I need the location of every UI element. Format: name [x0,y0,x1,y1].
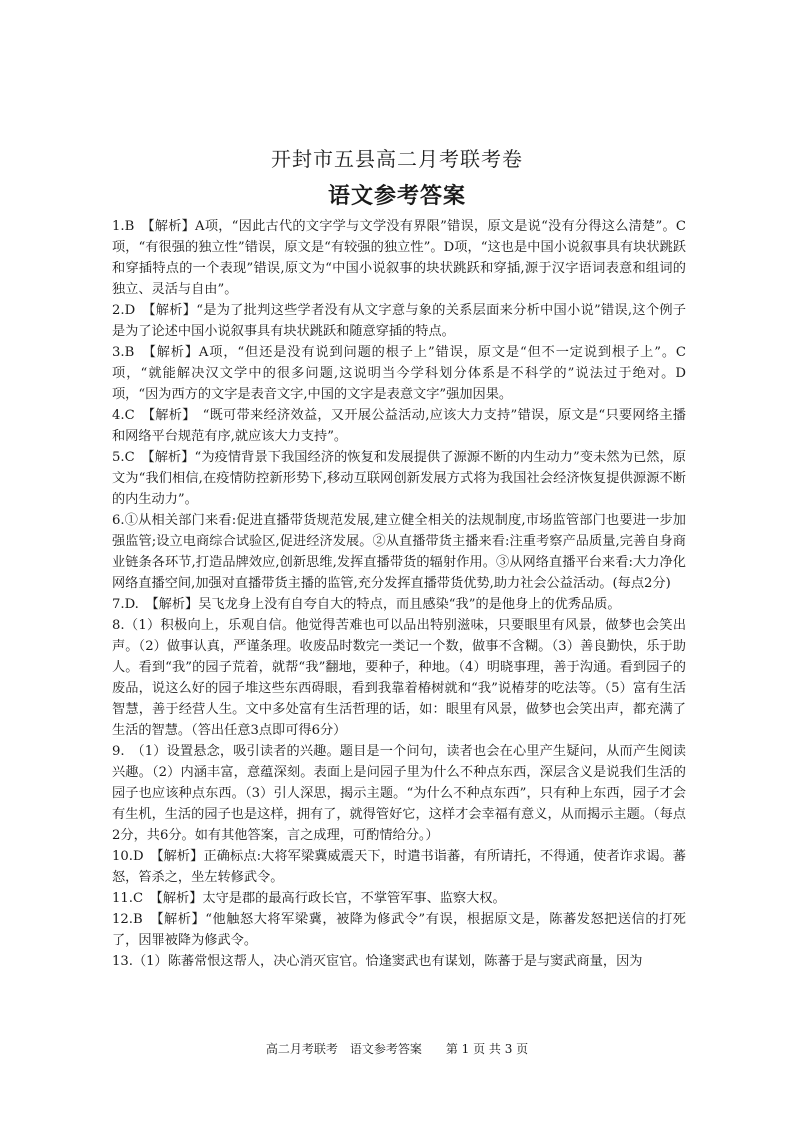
answer-2: 2.D 【解析】“是为了批判这些学者没有从文字意与象的关系层面来分析中国小说”错误,这个例子是为了论述中国小说叙事具有块状跳跃和随意穿插的特点。 [112,303,686,339]
answer-11: 11.C 【解析】太守是郡的最高行政长官，不掌管军事、监察大权。 [112,891,506,906]
answer-13: 13.（1）陈蕃常恨这帮人，决心消灭宦官。恰逢窦武也有谋划，陈蕃于是与窦武商量，因为 [112,954,643,969]
answer-4: 4.C 【解析】 “既可带来经济效益，又开展公益活动,应该大力支持”错误，原文是“只要网络主播和网络平台规范有序,就应该大力支持”。 [112,408,686,444]
answer-12: 12.B 【解析】“他触怒大将军梁冀，被降为修武令”有误，根据原文是，陈蕃发怒把送信的打死了，因罪被降为修武令。 [112,912,686,948]
document-subtitle: 语文参考答案 [327,183,466,209]
answer-8: 8.（1）积极向上，乐观自信。他觉得苦难也可以品出特别滋味，只要眼里有风景，做梦也会笑出声。（2）做事认真，严谨条理。收废品时数完一类记一个数，做事不含糊。（3）善良勤快，乐于助人。看到“我”的园子荒着，就帮“我”翻地，要种子，种地。（4）明晓事理，善于沟通。看到园子的废品，说这么好的园子堆这些东西碍眼，看到我靠着椿树就和“我”说椿芽的吃法等。（5）富有生活智慧，善于经营人生。文中多处富有生活哲理的话，如：眼里有风景，做梦也会笑出声，都充满了生活的智慧。（答出任意3点即可得6分） [112,618,686,738]
answer-10: 10.D 【解析】正确标点:大将军梁冀威震天下，时遣书诣蕃，有所请托，不得通，使者诈求谒。蕃怒，笞杀之，坐左转修武令。 [112,849,686,885]
answer-6: 6.①从相关部门来看:促进直播带货规范发展,建立健全相关的法规制度,市场监管部门也要进一步加强监管;设立电商综合试验区,促进经济发展。②从直播带货主播来看:注重考察产品质量,完善自身商业链条各环节,打造品牌效应,创新思维,发挥直播带货的辐射作用。③从网络直播平台来看:大力净化网络直播空间,加强对直播带货主播的监管,充分发挥直播带货优势,助力社会公益活动。(每点2分) [112,513,686,591]
answer-7: 7.D. 【解析】吴飞龙身上没有自夸自大的特点，而且感染“我”的是他身上的优秀品质。 [112,597,621,612]
answer-9: 9. （1）设置悬念，吸引读者的兴趣。题目是一个问句，读者也会在心里产生疑问，从而产生阅读兴趣。（2）内涵丰富，意蕴深刻。表面上是问园子里为什么不种点东西，深层含义是说我们生活的园子也应该种点东西。（3）引人深思，揭示主题。“为什么不种点东西”，只有种上东西，园子才会有生机，生活的园子也是这样，拥有了，就得管好它，这样才会幸福有意义，从而揭示主题。（每点2分，共6分。如有其他答案，言之成理，可酌情给分。） [112,744,686,843]
answer-3: 3.B 【解析】A项，“但还是没有说到问题的根子上”错误，原文是“但不一定说到根子上”。C项，“就能解决汉文学中的很多问题,这说明当今学科划分体系是不科学的”说法过于绝对。D项，“因为西方的文字是表音文字,中国的文字是表意文字”强加因果。 [112,345,686,402]
document-title: 开封市五县高二月考联考卷 [271,147,523,171]
answer-1: 1.B 【解析】A项，“因此古代的文字学与文学没有界限”错误，原文是说“没有分得这么清楚”。C项，“有很强的独立性”错误，原文是“有较强的独立性”。D项，“这也是中国小说叙事具有块状跳跃和穿插特点的一个表现”错误,原文为“中国小说叙事的块状跳跃和穿插,源于汉字语词表意和组词的独立、灵活与自由”。 [112,219,686,297]
page-footer: 高二月考联考 语文参考答案 第 1 页 共 3 页 [265,1042,529,1056]
answer-list [112,216,686,972]
answer-5: 5.C 【解析】“为疫情背景下我国经济的恢复和发展提供了源源不断的内生动力”变未然为已然，原文为“我们相信,在疫情防控新形势下,移动互联网创新发展方式将为我国社会经济恢复提供源源不断的内生动力”。 [112,450,686,507]
